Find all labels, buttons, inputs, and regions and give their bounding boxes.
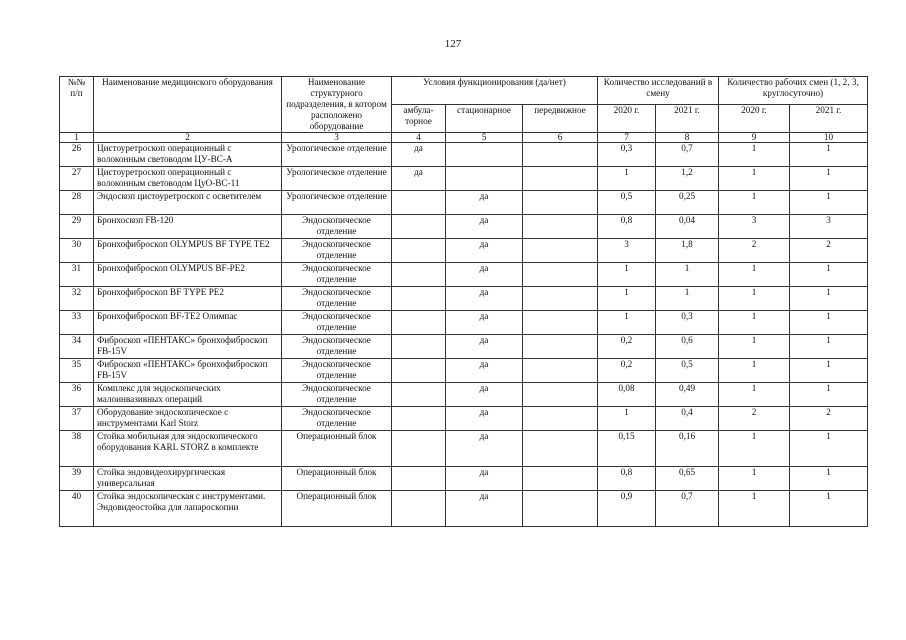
inpatient-value: да xyxy=(446,215,523,239)
shifts-2020: 1 xyxy=(719,335,790,359)
studies-2020: 0,2 xyxy=(598,359,656,383)
ambulatory-value xyxy=(392,239,446,263)
header-row-1 xyxy=(60,77,868,105)
mobile-value xyxy=(523,239,598,263)
column-number: 7 xyxy=(598,133,656,143)
column-number: 2 xyxy=(94,133,282,143)
studies-2021: 0,25 xyxy=(656,191,719,215)
department: Эндоскопическое отделение xyxy=(282,287,392,311)
header-mobile: передвижное xyxy=(523,105,598,133)
studies-2020: 0,8 xyxy=(598,467,656,491)
equipment-name: Бронхоскоп FB-120 xyxy=(94,215,282,239)
studies-2020: 3 xyxy=(598,239,656,263)
shifts-2020: 1 xyxy=(719,359,790,383)
table-row xyxy=(60,335,868,359)
studies-2021: 0,7 xyxy=(656,143,719,167)
column-number: 1 xyxy=(60,133,94,143)
ambulatory-value xyxy=(392,491,446,527)
studies-2020: 0,3 xyxy=(598,143,656,167)
header-ambulatory: амбула-торное xyxy=(392,105,446,133)
inpatient-value: да xyxy=(446,311,523,335)
equipment-name: Фиброскоп «ПЕНТАКС» бронхофиброскоп FB-15V xyxy=(94,359,282,383)
table-row xyxy=(60,383,868,407)
department: Урологическое отделение xyxy=(282,191,392,215)
mobile-value xyxy=(523,167,598,191)
department: Эндоскопическое отделение xyxy=(282,359,392,383)
inpatient-value: да xyxy=(446,491,523,527)
ambulatory-value xyxy=(392,215,446,239)
department: Операционный блок xyxy=(282,431,392,467)
mobile-value xyxy=(523,191,598,215)
shifts-2021: 1 xyxy=(790,359,868,383)
header-shifts-2020: 2020 г. xyxy=(719,105,790,133)
column-number: 9 xyxy=(719,133,790,143)
table-row xyxy=(60,407,868,431)
column-number: 4 xyxy=(392,133,446,143)
table-row xyxy=(60,191,868,215)
column-number: 5 xyxy=(446,133,523,143)
shifts-2021: 2 xyxy=(790,239,868,263)
shifts-2021: 1 xyxy=(790,491,868,527)
row-number: 28 xyxy=(60,191,94,215)
ambulatory-value xyxy=(392,383,446,407)
mobile-value xyxy=(523,359,598,383)
row-number: 29 xyxy=(60,215,94,239)
studies-2020: 0,15 xyxy=(598,431,656,467)
shifts-2021: 1 xyxy=(790,431,868,467)
equipment-name: Фиброскоп «ПЕНТАКС» бронхофиброскоп FB-15V xyxy=(94,335,282,359)
column-numbers-row xyxy=(60,133,868,143)
shifts-2021: 1 xyxy=(790,191,868,215)
mobile-value xyxy=(523,335,598,359)
ambulatory-value xyxy=(392,467,446,491)
shifts-2020: 1 xyxy=(719,383,790,407)
shifts-2021: 3 xyxy=(790,215,868,239)
equipment-name: Бронхофиброскоп BF-TE2 Олимпас xyxy=(94,311,282,335)
studies-2020: 0,5 xyxy=(598,191,656,215)
shifts-2020: 1 xyxy=(719,467,790,491)
equipment-name: Оборудование эндоскопическое с инструментами Karl Storz xyxy=(94,407,282,431)
shifts-2020: 1 xyxy=(719,263,790,287)
row-number: 35 xyxy=(60,359,94,383)
studies-2020: 1 xyxy=(598,287,656,311)
shifts-2020: 1 xyxy=(719,143,790,167)
column-number: 6 xyxy=(523,133,598,143)
ambulatory-value: да xyxy=(392,167,446,191)
equipment-name: Комплекс для эндоскопических малоинвазивных операций xyxy=(94,383,282,407)
department: Эндоскопическое отделение xyxy=(282,215,392,239)
department: Эндоскопическое отделение xyxy=(282,263,392,287)
studies-2021: 0,5 xyxy=(656,359,719,383)
table-row xyxy=(60,359,868,383)
inpatient-value: да xyxy=(446,431,523,467)
page-number: 127 xyxy=(444,38,462,50)
inpatient-value: да xyxy=(446,359,523,383)
header-num: №№ п/п xyxy=(60,77,94,133)
ambulatory-value xyxy=(392,431,446,467)
studies-2021: 1 xyxy=(656,263,719,287)
equipment-name: Бронхофиброскоп OLYMPUS BF-PE2 xyxy=(94,263,282,287)
shifts-2020: 3 xyxy=(719,215,790,239)
mobile-value xyxy=(523,311,598,335)
inpatient-value: да xyxy=(446,287,523,311)
studies-2020: 0,08 xyxy=(598,383,656,407)
table-row xyxy=(60,467,868,491)
row-number: 27 xyxy=(60,167,94,191)
table-row xyxy=(60,263,868,287)
shifts-2021: 1 xyxy=(790,167,868,191)
studies-2021: 0,16 xyxy=(656,431,719,467)
ambulatory-value: да xyxy=(392,143,446,167)
inpatient-value xyxy=(446,167,523,191)
shifts-2020: 1 xyxy=(719,287,790,311)
shifts-2020: 1 xyxy=(719,167,790,191)
department: Эндоскопическое отделение xyxy=(282,407,392,431)
header-shifts: Количество рабочих смен (1, 2, 3, круглосуточно) xyxy=(719,77,868,105)
shifts-2021: 1 xyxy=(790,311,868,335)
ambulatory-value xyxy=(392,287,446,311)
department: Эндоскопическое отделение xyxy=(282,383,392,407)
row-number: 40 xyxy=(60,491,94,527)
row-number: 34 xyxy=(60,335,94,359)
studies-2020: 1 xyxy=(598,311,656,335)
studies-2021: 0,6 xyxy=(656,335,719,359)
shifts-2020: 1 xyxy=(719,491,790,527)
mobile-value xyxy=(523,467,598,491)
equipment-name: Стойка мобильная для эндоскопического оборудования KARL STORZ в комплекте xyxy=(94,431,282,467)
table-body xyxy=(60,133,868,527)
mobile-value xyxy=(523,287,598,311)
ambulatory-value xyxy=(392,407,446,431)
shifts-2021: 1 xyxy=(790,335,868,359)
table-row xyxy=(60,311,868,335)
shifts-2020: 1 xyxy=(719,191,790,215)
mobile-value xyxy=(523,491,598,527)
department: Эндоскопическое отделение xyxy=(282,239,392,263)
inpatient-value: да xyxy=(446,383,523,407)
shifts-2021: 1 xyxy=(790,143,868,167)
department: Операционный блок xyxy=(282,467,392,491)
mobile-value xyxy=(523,383,598,407)
row-number: 37 xyxy=(60,407,94,431)
table-row xyxy=(60,239,868,263)
row-number: 26 xyxy=(60,143,94,167)
inpatient-value: да xyxy=(446,407,523,431)
column-number: 10 xyxy=(790,133,868,143)
inpatient-value: да xyxy=(446,335,523,359)
table-row xyxy=(60,491,868,527)
table-row xyxy=(60,431,868,467)
shifts-2021: 1 xyxy=(790,467,868,491)
studies-2021: 0,7 xyxy=(656,491,719,527)
inpatient-value: да xyxy=(446,191,523,215)
shifts-2020: 1 xyxy=(719,431,790,467)
table-row xyxy=(60,167,868,191)
shifts-2021: 1 xyxy=(790,263,868,287)
header-studies: Количество исследований в смену xyxy=(598,77,719,105)
shifts-2020: 2 xyxy=(719,407,790,431)
shifts-2021: 1 xyxy=(790,383,868,407)
ambulatory-value xyxy=(392,335,446,359)
table-row xyxy=(60,143,868,167)
studies-2020: 1 xyxy=(598,167,656,191)
header-studies-2021: 2021 г. xyxy=(656,105,719,133)
studies-2021: 0,65 xyxy=(656,467,719,491)
equipment-table xyxy=(59,76,868,527)
row-number: 31 xyxy=(60,263,94,287)
ambulatory-value xyxy=(392,191,446,215)
inpatient-value: да xyxy=(446,239,523,263)
shifts-2020: 2 xyxy=(719,239,790,263)
department: Эндоскопическое отделение xyxy=(282,311,392,335)
studies-2021: 0,4 xyxy=(656,407,719,431)
row-number: 33 xyxy=(60,311,94,335)
ambulatory-value xyxy=(392,359,446,383)
inpatient-value: да xyxy=(446,263,523,287)
header-conditions: Условия функционирования (да/нет) xyxy=(392,77,598,105)
mobile-value xyxy=(523,263,598,287)
equipment-name: Цистоуретроскоп операционный с волоконным световодом ЦУ-ВС-А xyxy=(94,143,282,167)
studies-2021: 0,49 xyxy=(656,383,719,407)
equipment-name: Стойка эндовидеохирургическая универсальная xyxy=(94,467,282,491)
header-shifts-2021: 2021 г. xyxy=(790,105,868,133)
shifts-2021: 1 xyxy=(790,287,868,311)
table-row xyxy=(60,287,868,311)
inpatient-value: да xyxy=(446,467,523,491)
row-number: 39 xyxy=(60,467,94,491)
department: Операционный блок xyxy=(282,491,392,527)
column-number: 8 xyxy=(656,133,719,143)
row-number: 32 xyxy=(60,287,94,311)
header-studies-2020: 2020 г. xyxy=(598,105,656,133)
header-inpatient: стационарное xyxy=(446,105,523,133)
studies-2020: 0,9 xyxy=(598,491,656,527)
row-number: 30 xyxy=(60,239,94,263)
ambulatory-value xyxy=(392,263,446,287)
department: Эндоскопическое отделение xyxy=(282,335,392,359)
studies-2020: 1 xyxy=(598,407,656,431)
equipment-name: Стойка эндоскопическая с инструментами. Эндовидеостойка для лапароскопии xyxy=(94,491,282,527)
mobile-value xyxy=(523,143,598,167)
department: Урологическое отделение xyxy=(282,167,392,191)
studies-2021: 1,2 xyxy=(656,167,719,191)
studies-2020: 0,2 xyxy=(598,335,656,359)
studies-2021: 0,04 xyxy=(656,215,719,239)
row-number: 36 xyxy=(60,383,94,407)
equipment-name: Цистоуретроскоп операционный с волоконным световодом ЦуО-ВС-11 xyxy=(94,167,282,191)
shifts-2020: 1 xyxy=(719,311,790,335)
header-equipment: Наименование медицинского оборудования xyxy=(94,77,282,133)
studies-2020: 1 xyxy=(598,263,656,287)
table-row xyxy=(60,215,868,239)
row-number: 38 xyxy=(60,431,94,467)
studies-2020: 0,8 xyxy=(598,215,656,239)
studies-2021: 1 xyxy=(656,287,719,311)
inpatient-value xyxy=(446,143,523,167)
header-unit: Наименование структурного подразделения, в котором расположено оборудование xyxy=(282,77,392,133)
shifts-2021: 2 xyxy=(790,407,868,431)
mobile-value xyxy=(523,215,598,239)
ambulatory-value xyxy=(392,311,446,335)
mobile-value xyxy=(523,407,598,431)
column-number: 3 xyxy=(282,133,392,143)
studies-2021: 0,3 xyxy=(656,311,719,335)
mobile-value xyxy=(523,431,598,467)
studies-2021: 1,8 xyxy=(656,239,719,263)
equipment-name: Бронхофиброскоп OLYMPUS BF TYPE TE2 xyxy=(94,239,282,263)
equipment-name: Эндоскоп цистоуретроскоп с осветителем xyxy=(94,191,282,215)
equipment-name: Бронхофиброскоп BF TYPE PE2 xyxy=(94,287,282,311)
department: Урологическое отделение xyxy=(282,143,392,167)
